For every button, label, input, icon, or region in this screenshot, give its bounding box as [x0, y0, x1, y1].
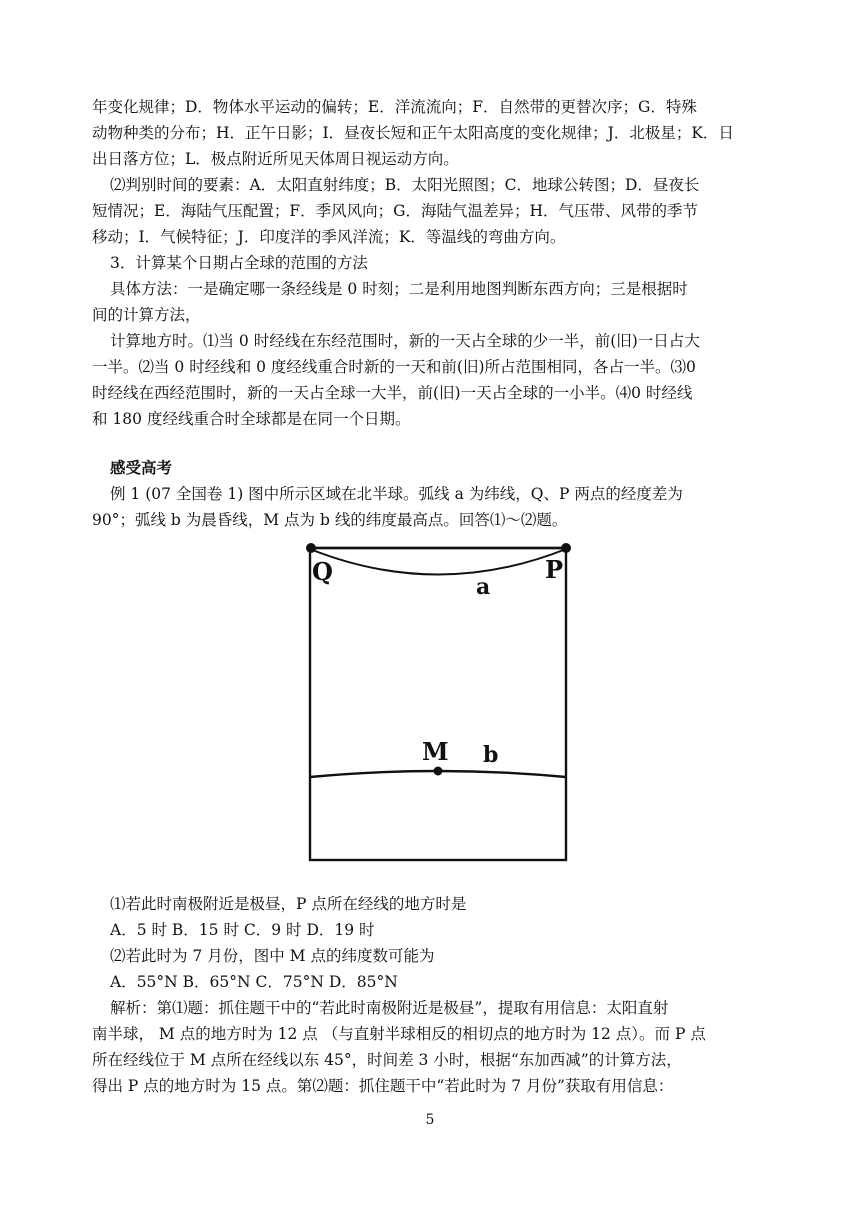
point-q-dot — [306, 543, 316, 553]
label-b: b — [483, 742, 499, 768]
label-a: a — [476, 574, 491, 600]
example-text: 90°；弧线 b 为晨昏线，M 点为 b 线的纬度最高点。回答⑴～⑵题。 — [92, 511, 568, 529]
frame-box — [310, 548, 566, 860]
analysis-text: 得出 P 点的地方时为 15 点。第⑵题：抓住题干中“若此时为 7 月份”获取有用信息： — [92, 1077, 674, 1095]
point-m-dot — [434, 767, 443, 776]
text-line: ⑵判别时间的要素：A．太阳直射纬度；B．太阳光照图；C．地球公转图；D．昼夜长 — [110, 176, 700, 194]
text-line: 具体方法：一是确定哪一条经线是 0 时刻；二是利用地图判断东西方向；三是根据时 — [110, 280, 688, 298]
label-m: M — [422, 737, 449, 766]
question-1: ⑴若此时南极附近是极昼，P 点所在经线的地方时是 — [110, 895, 467, 913]
point-p-dot — [561, 543, 571, 553]
example-text: 例 1 (07 全国卷 1) 图中所示区域在北半球。弧线 a 为纬线，Q、P 两点的经度差为 — [110, 485, 683, 503]
section-heading: 3．计算某个日期占全球的范围的方法 — [110, 254, 368, 272]
question-1-options: A．5 时 B．15 时 C．9 时 D．19 时 — [110, 921, 375, 939]
page-number: 5 — [425, 1112, 435, 1128]
label-p: P — [545, 555, 564, 584]
diagram-figure — [302, 540, 574, 862]
text-line: 出日落方位；L．极点附近所见天体周日视运动方向。 — [92, 150, 459, 168]
text-line: 移动；I．气候特征；J．印度洋的季风洋流；K．等温线的弯曲方向。 — [92, 228, 566, 246]
text-line: 时经线在西经范围时，新的一天占全球一大半，前(旧)一天占全球的一小半。⑷0 时经线 — [92, 384, 693, 402]
section-title: 感受高考 — [110, 459, 173, 477]
text-line: 短情况；E．海陆气压配置；F．季风风向；G．海陆气温差异；H．气压带、风带的季节 — [92, 202, 698, 220]
question-2: ⑵若此时为 7 月份，图中 M 点的纬度数可能为 — [110, 947, 435, 965]
text-line: 间的计算方法， — [92, 306, 201, 324]
text-line: 动物种类的分布；H．正午日影；I．昼夜长短和正午太阳高度的变化规律；J．北极星；K．日 — [92, 124, 734, 142]
text-line: 和 180 度经线重合时全球都是在同一个日期。 — [92, 410, 411, 428]
text-line: 年变化规律；D．物体水平运动的偏转；E．洋流流向；F．自然带的更替次序；G．特殊 — [92, 98, 697, 116]
analysis-text: 所在经线位于 M 点所在经线以东 45°，时间差 3 小时，根据“东加西减”的计算方法， — [92, 1051, 682, 1069]
analysis-text: 解析：第⑴题：抓住题干中的“若此时南极附近是极昼”，提取有用信息：太阳直射 — [110, 999, 669, 1017]
text-line: 一半。⑵当 0 时经线和 0 度经线重合时新的一天和前(旧)所占范围相同，各占一半。⑶0 — [92, 358, 696, 376]
arc-a — [310, 549, 566, 575]
question-2-options: A．55°N B．65°N C．75°N D．85°N — [110, 973, 398, 991]
label-q: Q — [312, 557, 333, 586]
analysis-text: 南半球， M 点的地方时为 12 点 （与直射半球相反的相切点的地方时为 12 点）。而 P 点 — [92, 1025, 706, 1043]
text-line: 计算地方时。⑴当 0 时经线在东经范围时，新的一天占全球的少一半，前(旧)一日占大 — [110, 332, 700, 350]
